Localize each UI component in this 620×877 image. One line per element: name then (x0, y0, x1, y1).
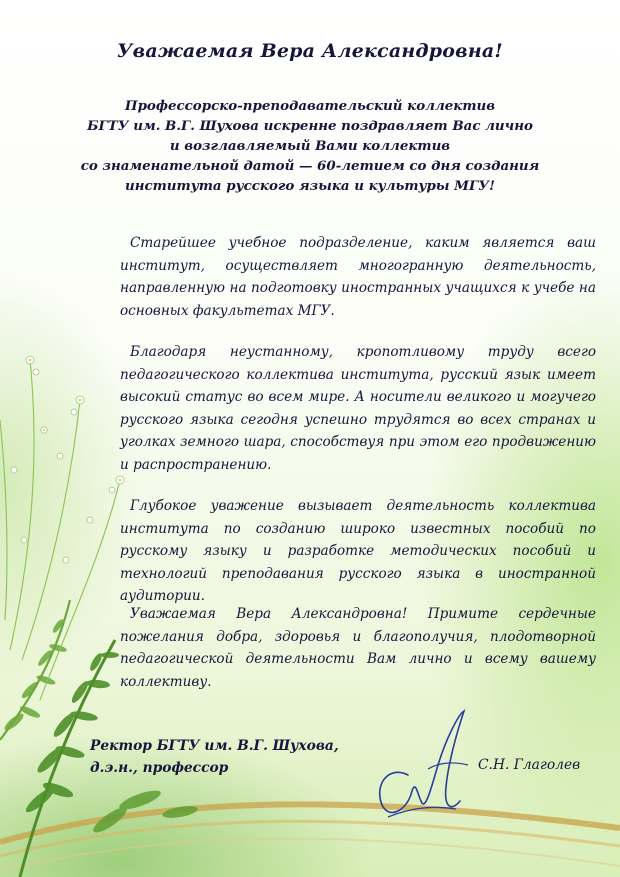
paragraph-text: Благодаря неустанному, кропотливому труду всего педагогического коллектива института, русский язык имеет высокий статус во всем мире. А носители великого и могучего русского языка сегодня успешно трудятся во всех странах и уголках земного шара, способствуя при этом его продвижению и распространению. (120, 344, 596, 473)
body-paragraph-4 (120, 603, 596, 693)
signer-name: С.Н. Глаголев (478, 757, 581, 773)
signer-title-line: д.э.н., профессор (90, 760, 229, 776)
signer-title-line: Ректор БГТУ им. В.Г. Шухова, (90, 738, 339, 754)
signer-title (90, 735, 339, 779)
handwritten-signature (368, 705, 478, 835)
intro-line: БГТУ им. В.Г. Шухова искренне поздравляет Вас лично (87, 118, 533, 134)
intro-block (60, 96, 560, 196)
body-paragraph-1 (120, 232, 596, 322)
paragraph-text: Старейшее учебное подразделение, каким является ваш институт, осуществляет многогранную деятельность, направленную на подготовку иностранных учащихся к учебе на основных факультетах МГУ. (120, 235, 596, 319)
body-paragraph-2 (120, 341, 596, 477)
intro-line: и возглавляемый Вами коллектив (169, 138, 451, 154)
intro-line: со знаменательной датой — 60-летием со дня создания (80, 158, 540, 174)
paragraph-text: Глубокое уважение вызывает деятельность коллектива института по созданию широко известных пособий по русскому языку и разработке методических пособий и технологий преподавания русского языка в иностранной аудитории. (120, 498, 596, 605)
intro-line: Профессорско-преподавательский коллектив (124, 98, 496, 114)
body-paragraph-3 (120, 495, 596, 608)
paragraph-text: Уважаемая Вера Александровна! Примите сердечные пожелания добра, здоровья и благополучия, плодотворной педагогической деятельности Вам лично и всему вашему коллективу. (120, 606, 596, 690)
greeting-heading: Уважаемая Вера Александровна! (117, 40, 503, 62)
intro-line: института русского языка и культуры МГУ! (124, 178, 495, 194)
